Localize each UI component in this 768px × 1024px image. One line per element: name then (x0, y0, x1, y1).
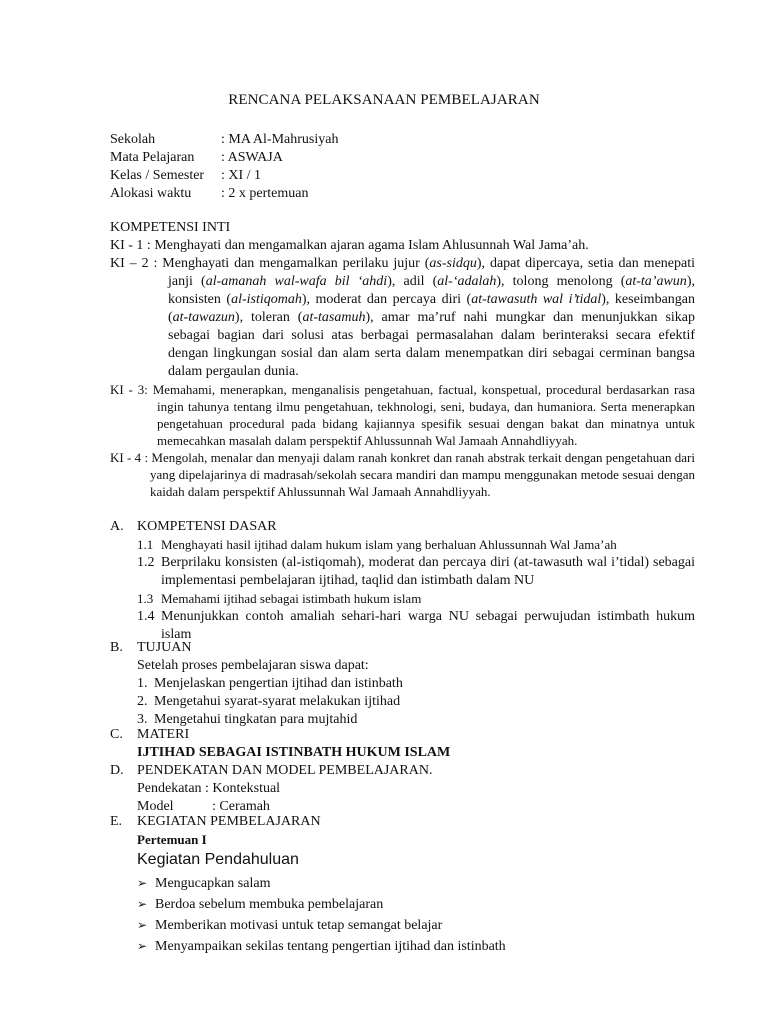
identity-row (110, 167, 338, 185)
kegiatan-pendahuluan-heading: Kegiatan Pendahuluan (137, 851, 299, 868)
kompetensi-dasar-section (110, 518, 695, 644)
kd-number: 1.1 (137, 537, 154, 552)
ki-2-segment: ), toleran ( (234, 310, 303, 325)
ki-3-text: KI - 3: Memahami, menerapkan, menganalisis pengetahuan, factual, konspetual, procedural berdasarkan rasa ingin tahunya tentang ilmu pengetahuan, tekhnologi, seni, budaya, dan humaniora. Serta menerapkan pengetahuan procedural pada bidang kajiannya spesifik sesuai dengan bakat dan minatnya untuk memecahkan masalah dalam perspektif Ahlussunnah Wal Jamaah Annahdliyyah. (110, 382, 695, 448)
bullet-item (137, 915, 695, 936)
kd-number: 1.3 (137, 591, 154, 606)
bullet-item (137, 894, 695, 915)
tujuan-item (137, 693, 695, 711)
ki-2-segment: ), konsisten ( (168, 274, 695, 307)
identity-block (110, 131, 338, 203)
tujuan-heading (110, 639, 695, 657)
ki-2-term: al-istiqomah (231, 292, 302, 307)
bullet-item (137, 873, 695, 894)
ki-1: KI - 1 : Menghayati dan mengamalkan ajaran agama Islam Ahlusunnah Wal Jama’ah. (110, 238, 589, 253)
kd-item (137, 590, 695, 608)
pendekatan-heading (110, 762, 695, 780)
materi-heading (110, 726, 695, 744)
identity-label: Alokasi waktu (110, 186, 192, 201)
section-title: KEGIATAN PEMBELAJARAN (137, 814, 321, 829)
kd-text: Menghayati hasil ijtihad dalam hukum islam yang berhaluan Ahlussunnah Wal Jama’ah (161, 537, 617, 552)
identity-label: Kelas / Semester (110, 168, 205, 183)
bullet-text: Berdoa sebelum membuka pembelajaran (155, 897, 384, 912)
identity-label: Mata Pelajaran (110, 150, 195, 165)
section-letter: A. (110, 519, 124, 534)
ki-2-segment: ), tolong menolong ( (496, 274, 626, 289)
section-title: PENDEKATAN DAN MODEL PEMBELAJARAN. (137, 763, 433, 778)
model-label: Model (137, 799, 174, 814)
arrow-bullet-icon: ➢ (137, 939, 148, 953)
document-title: RENCANA PELAKSANAAN PEMBELAJARAN (228, 92, 540, 108)
ki-2-segment: ), keseimbangan ( (168, 292, 695, 325)
identity-value: : MA Al-Mahrusiyah (221, 132, 339, 147)
materi-title: IJTIHAD SEBAGAI ISTINBATH HUKUM ISLAM (137, 745, 451, 760)
pendekatan-value: Pendekatan : Kontekstual (137, 781, 281, 796)
identity-value: : XI / 1 (221, 168, 262, 183)
tujuan-text: Menjelaskan pengertian ijtihad dan istinbath (154, 676, 403, 691)
kd-text: Memahami ijtihad sebagai istimbath hukum islam (161, 591, 422, 606)
identity-row (110, 149, 338, 167)
kd-item (137, 554, 695, 590)
pertemuan-label: Pertemuan I (137, 832, 207, 847)
tujuan-text: Mengetahui tingkatan para mujtahid (154, 712, 358, 727)
kd-list (110, 536, 695, 644)
ki-2-term: al-amanah wal-wafa bil ‘ahdi (205, 274, 388, 289)
ki-2-term: at-tawasuth wal i’tidal (471, 292, 602, 307)
bullet-item (137, 936, 695, 957)
arrow-bullet-icon: ➢ (137, 876, 148, 890)
identity-label: Sekolah (110, 132, 156, 147)
ki-2-term: as-sidqu (429, 256, 477, 271)
identity-value: : 2 x pertemuan (221, 186, 309, 201)
identity-row (110, 131, 338, 149)
kd-text: Berprilaku konsisten (al-istiqomah), moderat dan percaya diri (at-tawasuth wal i’tidal) sebagai implementasi pembelajaran ijtihad, taqlid dan istimbath dalam NU (161, 555, 695, 588)
arrow-bullet-icon: ➢ (137, 918, 148, 932)
section-title: TUJUAN (137, 640, 192, 655)
section-letter: E. (110, 814, 123, 829)
identity-value: : ASWAJA (221, 150, 283, 165)
ki-3 (110, 381, 695, 449)
ki-4-text: KI - 4 : Mengolah, menalar dan menyaji dalam ranah konkret dan ranah abstrak terkait dengan pengetahuan dari yang dipelajarinya di madrasah/sekolah secara mandiri dan mampu menggunakan metode sesuai dengan kaidah dalam perspektif Ahlussunnah Wal Jamaah Annahdliyyah. (110, 450, 695, 499)
ki-4 (110, 449, 695, 500)
ki-2-term: at-ta’awun (625, 274, 687, 289)
tujuan-number: 1. (137, 676, 148, 691)
ki-2-text (110, 255, 695, 381)
tujuan-number: 2. (137, 694, 148, 709)
bullet-text: Mengucapkan salam (155, 876, 271, 891)
bullet-text: Memberikan motivasi untuk tetap semangat belajar (155, 918, 443, 933)
section-letter: B. (110, 640, 123, 655)
kegiatan-body (110, 831, 695, 957)
ki-2-segment: KI – 2 : Menghayati dan mengamalkan perilaku jujur ( (110, 256, 430, 271)
tujuan-number: 3. (137, 712, 148, 727)
kegiatan-section (110, 813, 695, 957)
kompetensi-inti-heading: KOMPETENSI INTI (110, 220, 231, 235)
materi-section (110, 726, 695, 762)
section-title: MATERI (137, 727, 190, 742)
pendekatan-section (110, 762, 695, 816)
kegiatan-heading (110, 813, 695, 831)
bullet-text: Menyampaikan sekilas tentang pengertian ijtihad dan istinbath (155, 939, 506, 954)
ki-2-segment: ), moderat dan percaya diri ( (301, 292, 472, 307)
kd-text: Menunjukkan contoh amaliah sehari-hari warga NU sebagai perwujudan istimbath hukum islam (161, 609, 695, 642)
kd-number: 1.4 (137, 609, 155, 624)
ki-2-term: al-‘adalah (437, 274, 497, 289)
ki-2-segment: ), adil ( (387, 274, 438, 289)
kd-number: 1.2 (137, 555, 155, 570)
tujuan-intro: Setelah proses pembelajaran siswa dapat: (137, 658, 369, 673)
identity-row (110, 185, 338, 203)
tujuan-list (110, 657, 695, 729)
ki-2 (110, 255, 695, 381)
ki-2-segment: ), amar ma’ruf nahi mungkar dan menunjukkan sikap sebagai bagian dari solusi atas berbagai permasalahan dalam berinteraksi secara efektif dengan lingkungan sosial dan alam serta dalam menempatkan diri sebagai cerminan bangsa dalam pergaulan dunia. (168, 310, 695, 379)
tujuan-item (137, 675, 695, 693)
kompetensi-dasar-heading (110, 518, 695, 536)
model-value: : Ceramah (212, 799, 270, 814)
ki-2-term: at-tawazun (172, 310, 235, 325)
ki-2-term: at-tasamuh (302, 310, 366, 325)
tujuan-section (110, 639, 695, 729)
section-title: KOMPETENSI DASAR (137, 519, 277, 534)
kompetensi-inti-section (110, 219, 695, 500)
kd-item (137, 536, 695, 554)
ki-2-segment: ), dapat dipercaya, setia dan menepati janji ( (168, 256, 695, 289)
arrow-bullet-icon: ➢ (137, 897, 148, 911)
section-letter: C. (110, 727, 123, 742)
tujuan-text: Mengetahui syarat-syarat melakukan ijtihad (154, 694, 401, 709)
section-letter: D. (110, 763, 124, 778)
